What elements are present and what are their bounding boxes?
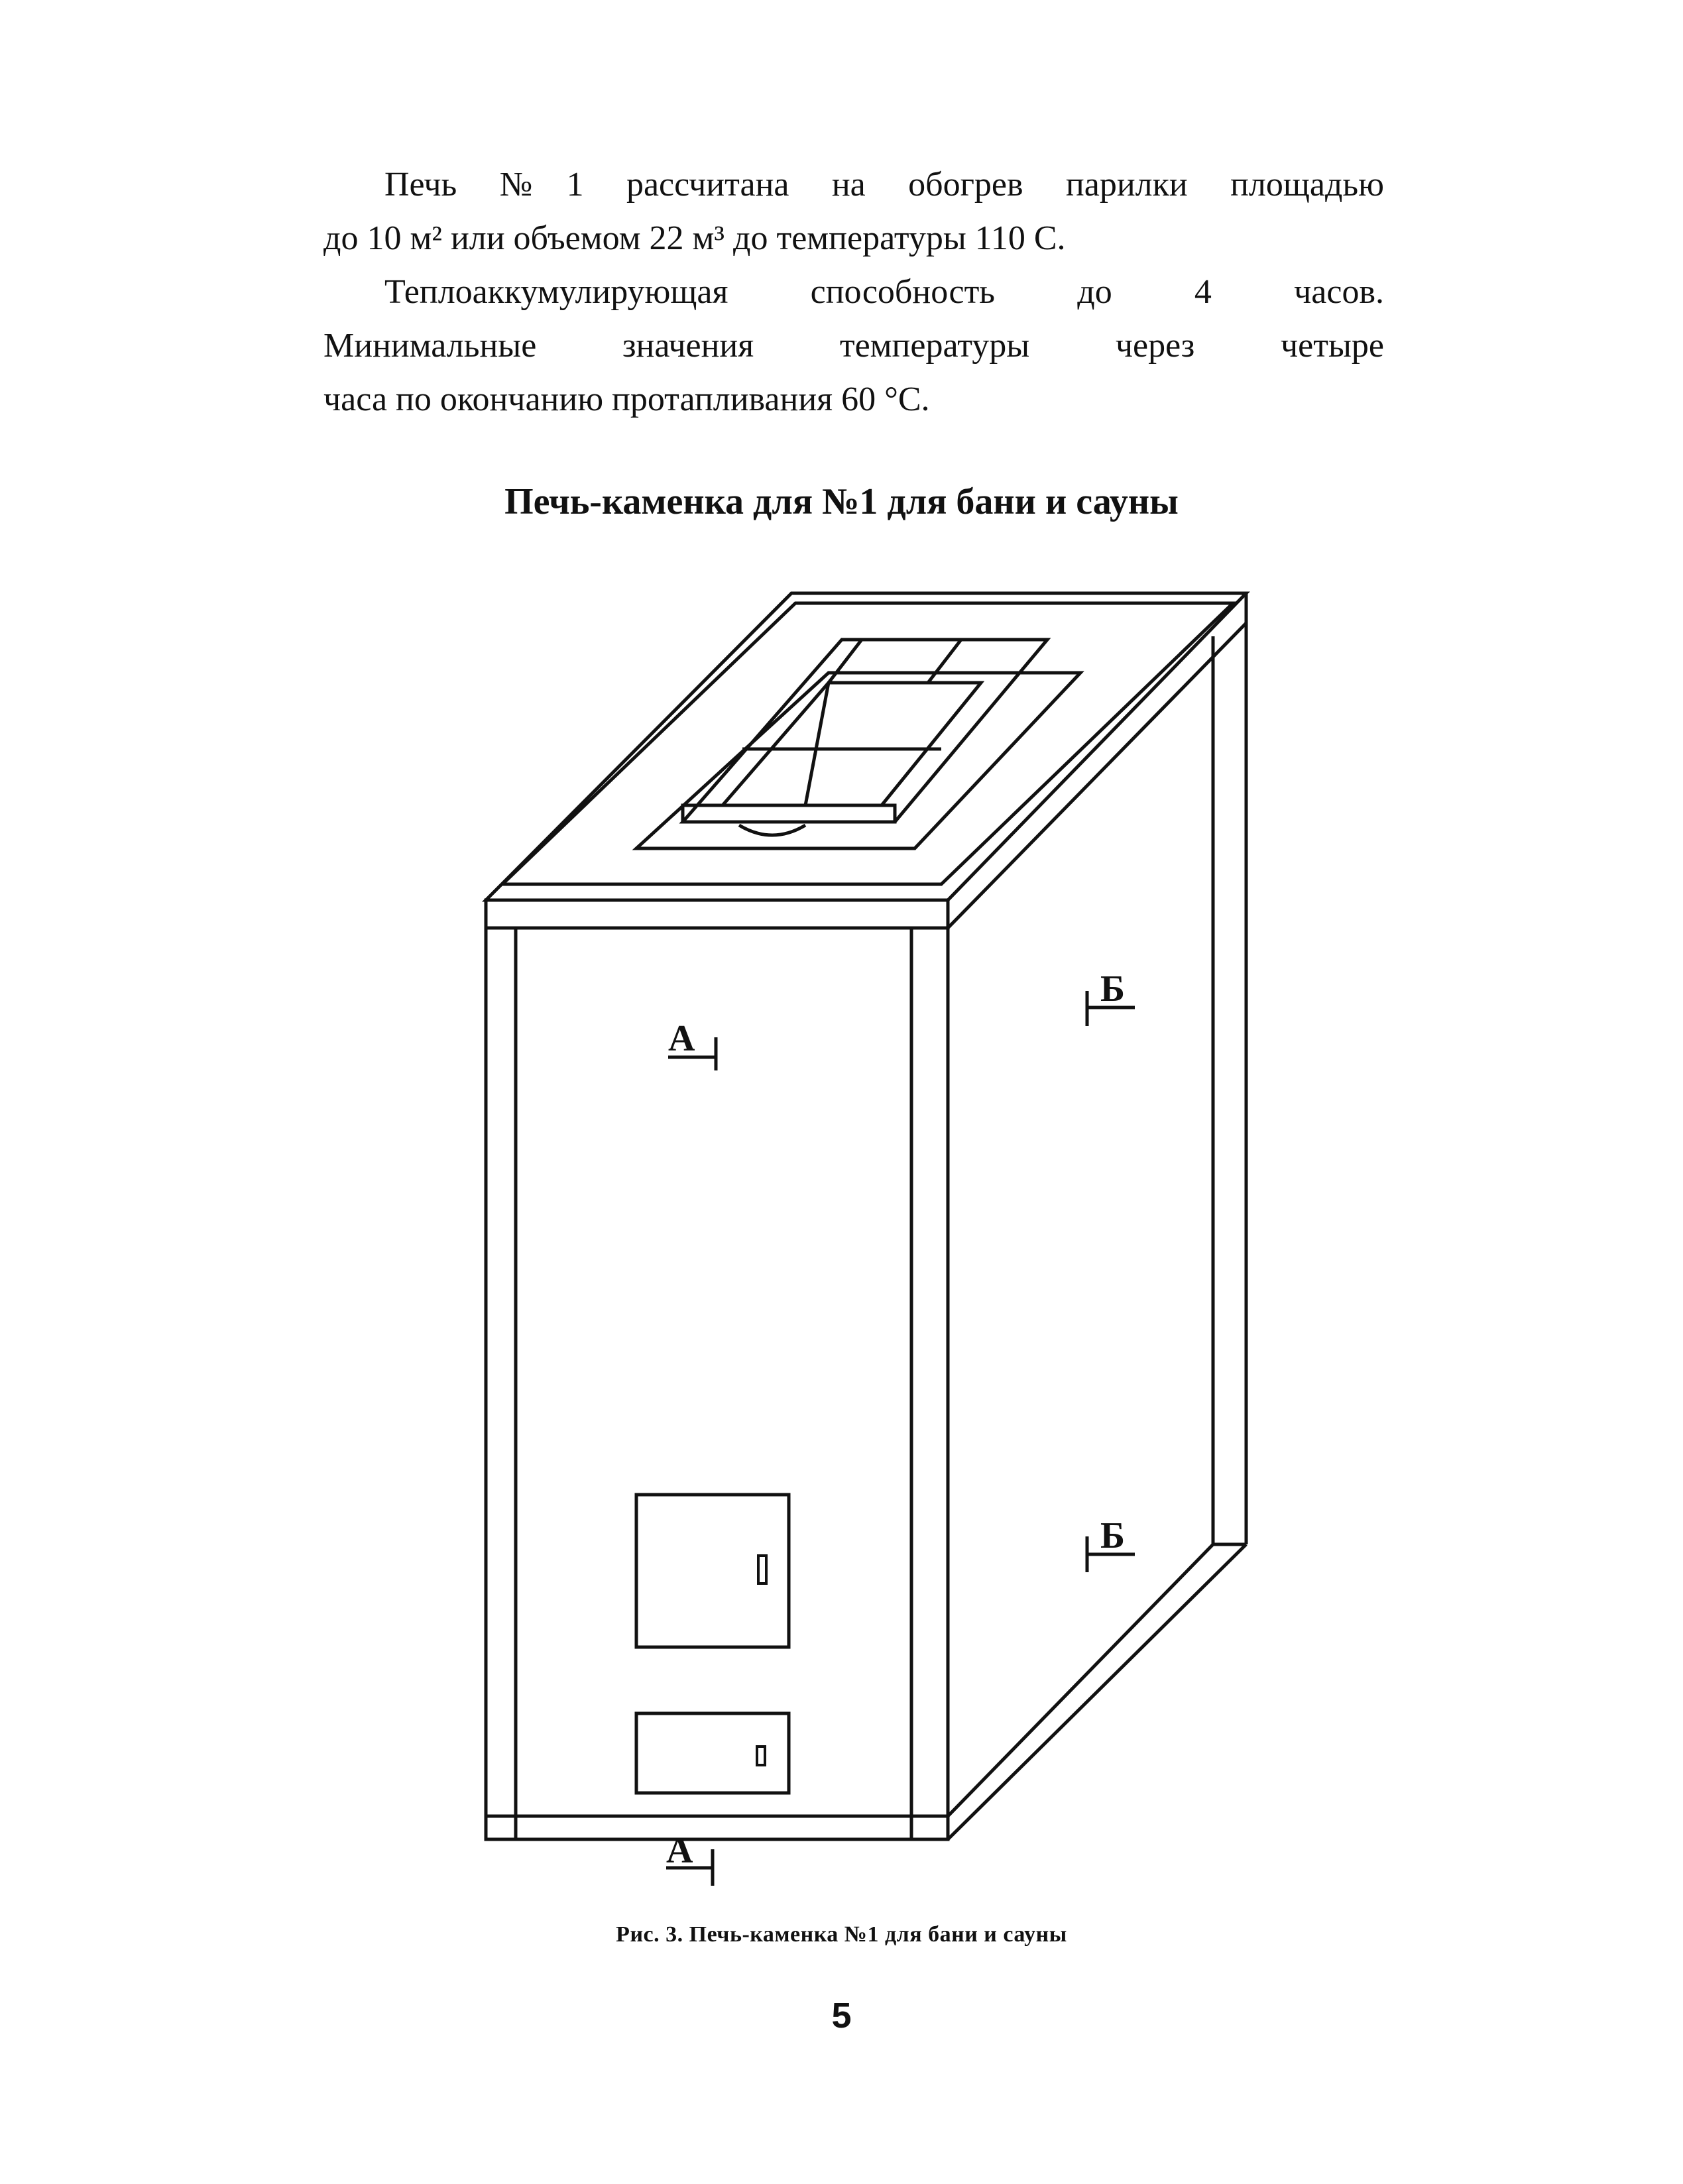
text-line: до 10 м² или объемом 22 м³ до температуры 110 С.: [323, 219, 1066, 257]
label-a-top: А: [668, 1018, 695, 1059]
top-slab-inner: [502, 603, 1233, 884]
text-line: Минимальные значения температуры через четыре: [323, 327, 1384, 365]
text-line: Теплоаккумулирующая способность до 4 часов.: [384, 273, 1384, 311]
label-b-top: Б: [1100, 968, 1126, 1009]
label-b-bottom: Б: [1100, 1515, 1126, 1556]
text-line: часа по окончанию протапливания 60 °С.: [323, 380, 930, 418]
fire-door-handle: [758, 1556, 766, 1583]
top-band: [486, 900, 948, 928]
ash-door-handle: [757, 1747, 765, 1765]
top-hatch-lid: [683, 640, 1047, 822]
section-title: Печь-каменка для №1 для бани и сауны: [504, 481, 1179, 522]
page-number: 5: [831, 1996, 852, 2036]
label-a-bottom: А: [666, 1830, 693, 1871]
top-hatch-cross: [723, 683, 981, 805]
text-line: Печь №1 рассчитана на обогрев парилки площадью: [384, 166, 1384, 203]
figure-caption: Рис. 3. Печь-каменка №1 для бани и сауны: [616, 1922, 1067, 1947]
